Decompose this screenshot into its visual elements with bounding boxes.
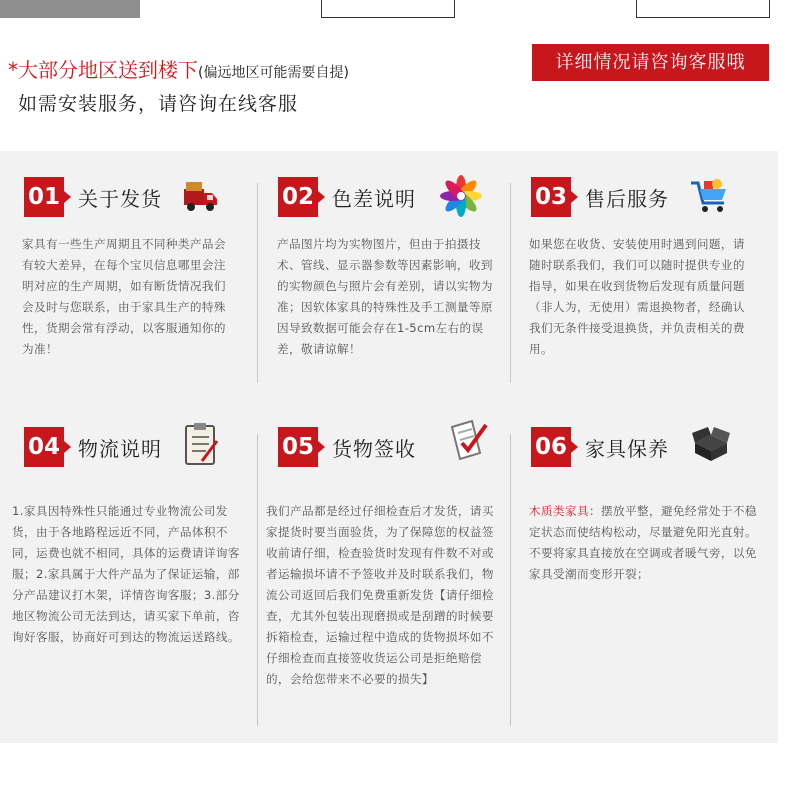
consult-customer-service-button[interactable]: 详细情况请咨询客服哦 <box>532 44 769 81</box>
open-box-icon <box>690 421 732 463</box>
section-number: 04 <box>24 427 64 467</box>
delivery-notice-main: *大部分地区送到楼下 <box>8 58 198 82</box>
delivery-notice <box>8 54 349 83</box>
section-text-logistics: 1.家具因特殊性只能通过专业物流公司发货，由于各地路程远近不同，产品体积不同，运费也就不相同，具体的运费请详询客服；2.家具属于大件产品为了保证运输，部分产品建议打木架，详情咨询客服；3.部分地区物流公司无法到达，请买家下单前，咨询好客服，协商好可到达的物流运送路线。 <box>12 504 240 644</box>
top-gray-bar <box>0 0 140 18</box>
section-number: 06 <box>531 427 571 467</box>
section-number: 05 <box>278 427 318 467</box>
section-text-maintenance <box>529 501 761 585</box>
section-text-after-sales: 如果您在收货、安装使用时遇到问题，请随时联系我们，我们可以随时提供专业的指导，如果在收到货物后发现有质量问题（非人为，无使用）需退换物者，经确认我们无条件接受退换货，并负责相关的费用。 <box>529 237 745 356</box>
top-frame-right <box>636 0 770 18</box>
sign-checkmark-icon <box>446 417 490 463</box>
section-title: 色差说明 <box>332 187 416 211</box>
section-number: 03 <box>531 177 571 217</box>
delivery-truck-icon <box>182 177 220 215</box>
info-panel <box>0 151 778 743</box>
delivery-notice-sub: (偏远地区可能需要自提) <box>198 65 349 81</box>
divider-line <box>510 434 511 726</box>
divider-line <box>257 434 258 726</box>
section-text-receipt: 我们产品都是经过仔细检查后才发货，请买家提货时要当面验货，为了保障您的权益签收前请仔细，检查验货时发现有件数不对或者运输损坏请不予签收并及时联系我们，物流公司返回后我们免费重新发货【请仔细检查，尤其外包装出现磨损或是刮蹭的时候要拆箱检查，运输过程中造成的货物损坏如不仔细检查而直接签收货运公司是拒绝赔偿的，会给您带来不必要的损失】 <box>266 504 494 686</box>
top-frame-left <box>321 0 455 18</box>
section-number: 01 <box>24 177 64 217</box>
divider-line <box>257 183 258 383</box>
section-title: 物流说明 <box>78 437 162 461</box>
divider-line <box>510 183 511 383</box>
section-number: 02 <box>278 177 318 217</box>
maintenance-body: 摆放平整，避免经常处于不稳定状态而使结构松动，尽量避免阳光直射。不要将家具直接放在空调或者暖气旁，以免家具受潮而变形开裂； <box>529 504 757 581</box>
section-title: 关于发货 <box>78 187 162 211</box>
section-text-shipping: 家具有一些生产周期且不同种类产品会有较大差异，在每个宝贝信息哪里会注明对应的生产周期，如有断货情况我们会及时与您联系，由于家具生产的特殊性，货期会常有浮动，以客服通知你的为准！ <box>22 237 226 356</box>
maintenance-highlight: 木质类家具： <box>529 504 601 518</box>
shopping-cart-icon <box>688 175 730 217</box>
color-wheel-icon <box>440 175 482 217</box>
section-title: 家具保养 <box>585 437 669 461</box>
section-text-color-difference: 产品图片均为实物图片，但由于拍摄技术、管线、显示器参数等因素影响，收到的实物颜色与照片会有差别，请以实物为准；因软体家具的特殊性及手工测量等原因导致数据可能会存在1-5cm左右的误差，敬请谅解！ <box>277 237 493 356</box>
installation-notice: 如需安装服务，请咨询在线客服 <box>18 93 299 115</box>
clipboard-checklist-icon <box>182 421 220 467</box>
section-title: 货物签收 <box>332 437 416 461</box>
section-title: 售后服务 <box>585 187 669 211</box>
